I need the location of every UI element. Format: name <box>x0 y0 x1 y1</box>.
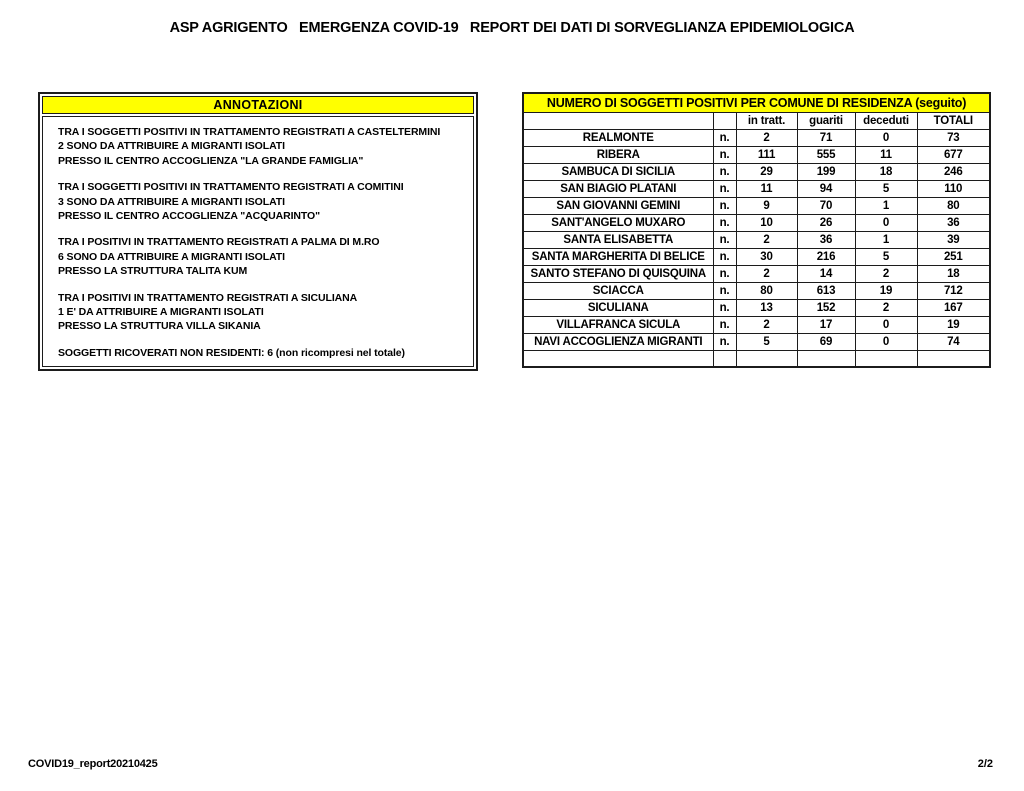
empty-cell <box>797 350 855 367</box>
comune-name-cell: NAVI ACCOGLIENZA MIGRANTI <box>523 333 713 350</box>
table-row <box>523 299 990 316</box>
in-tratt-cell: 5 <box>736 333 797 350</box>
column-header-comune-blank <box>523 112 713 129</box>
table-row <box>523 282 990 299</box>
table-row <box>523 146 990 163</box>
comune-name-cell: SAN GIOVANNI GEMINI <box>523 197 713 214</box>
totali-cell: 251 <box>917 248 990 265</box>
totali-cell: 677 <box>917 146 990 163</box>
guariti-cell: 199 <box>797 163 855 180</box>
empty-cell <box>713 350 736 367</box>
in-tratt-cell: 80 <box>736 282 797 299</box>
footer-filename: COVID19_report20210425 <box>28 758 158 770</box>
annotation-line: TRA I POSITIVI IN TRATTAMENTO REGISTRATI A SICULIANA <box>58 291 358 304</box>
deceduti-cell: 0 <box>855 129 917 146</box>
column-header-n-blank <box>713 112 736 129</box>
table-row <box>523 333 990 350</box>
annotation-line: 3 SONO DA ATTRIBUIRE A MIGRANTI ISOLATI <box>58 195 285 208</box>
comune-name-cell: RIBERA <box>523 146 713 163</box>
totali-cell: 80 <box>917 197 990 214</box>
unit-cell: n. <box>713 197 736 214</box>
guariti-cell: 555 <box>797 146 855 163</box>
unit-cell: n. <box>713 248 736 265</box>
comune-name-cell: SANTA MARGHERITA DI BELICE <box>523 248 713 265</box>
annotation-paragraph <box>58 291 467 334</box>
unit-cell: n. <box>713 146 736 163</box>
annotation-line: PRESSO LA STRUTTURA TALITA KUM <box>58 265 248 278</box>
in-tratt-cell: 2 <box>736 231 797 248</box>
annotations-body <box>42 116 474 367</box>
guariti-cell: 71 <box>797 129 855 146</box>
totali-cell: 712 <box>917 282 990 299</box>
unit-cell: n. <box>713 316 736 333</box>
comune-name-cell: SANTA ELISABETTA <box>523 231 713 248</box>
unit-cell: n. <box>713 163 736 180</box>
unit-cell: n. <box>713 299 736 316</box>
guariti-cell: 26 <box>797 214 855 231</box>
comune-name-cell: SAMBUCA DI SICILIA <box>523 163 713 180</box>
in-tratt-cell: 29 <box>736 163 797 180</box>
column-header-guariti: guariti <box>797 112 855 129</box>
unit-cell: n. <box>713 282 736 299</box>
in-tratt-cell: 11 <box>736 180 797 197</box>
column-header-deceduti: deceduti <box>855 112 917 129</box>
deceduti-cell: 1 <box>855 197 917 214</box>
table-row <box>523 316 990 333</box>
totali-cell: 110 <box>917 180 990 197</box>
deceduti-cell: 2 <box>855 265 917 282</box>
annotation-paragraph <box>58 125 467 168</box>
annotation-line: TRA I SOGGETTI POSITIVI IN TRATTAMENTO REGISTRATI A CASTELTERMINI <box>58 126 441 138</box>
footer-page-number: 2/2 <box>977 758 993 770</box>
deceduti-cell: 0 <box>855 316 917 333</box>
in-tratt-cell: 111 <box>736 146 797 163</box>
annotations-box <box>38 92 478 371</box>
comuni-table-section <box>522 92 991 368</box>
table-row <box>523 163 990 180</box>
empty-cell <box>917 350 990 367</box>
unit-cell: n. <box>713 129 736 146</box>
in-tratt-cell: 2 <box>736 129 797 146</box>
unit-cell: n. <box>713 180 736 197</box>
table-row <box>523 231 990 248</box>
unit-cell: n. <box>713 265 736 282</box>
guariti-cell: 613 <box>797 282 855 299</box>
guariti-cell: 69 <box>797 333 855 350</box>
deceduti-cell: 19 <box>855 282 917 299</box>
guariti-cell: 94 <box>797 180 855 197</box>
deceduti-cell: 1 <box>855 231 917 248</box>
in-tratt-cell: 10 <box>736 214 797 231</box>
guariti-cell: 36 <box>797 231 855 248</box>
comuni-table <box>522 92 991 368</box>
totali-cell: 18 <box>917 265 990 282</box>
totali-cell: 246 <box>917 163 990 180</box>
in-tratt-cell: 2 <box>736 265 797 282</box>
deceduti-cell: 2 <box>855 299 917 316</box>
annotation-line: 6 SONO DA ATTRIBUIRE A MIGRANTI ISOLATI <box>58 250 285 263</box>
comune-name-cell: SICULIANA <box>523 299 713 316</box>
deceduti-cell: 5 <box>855 248 917 265</box>
annotation-line: PRESSO IL CENTRO ACCOGLIENZA "ACQUARINTO" <box>58 210 320 223</box>
column-header-totali: TOTALI <box>917 112 990 129</box>
totali-cell: 36 <box>917 214 990 231</box>
annotation-line: PRESSO LA STRUTTURA VILLA SIKANIA <box>58 320 261 333</box>
annotation-paragraph <box>58 235 467 278</box>
guariti-cell: 14 <box>797 265 855 282</box>
in-tratt-cell: 13 <box>736 299 797 316</box>
table-row <box>523 197 990 214</box>
totali-cell: 74 <box>917 333 990 350</box>
empty-row <box>523 350 990 367</box>
in-tratt-cell: 9 <box>736 197 797 214</box>
empty-cell <box>523 350 713 367</box>
guariti-cell: 17 <box>797 316 855 333</box>
annotation-paragraph <box>58 346 467 360</box>
annotation-line: SOGGETTI RICOVERATI NON RESIDENTI: 6 (non ricompresi nel totale) <box>58 346 405 359</box>
annotation-paragraph <box>58 180 467 223</box>
annotation-line: 2 SONO DA ATTRIBUIRE A MIGRANTI ISOLATI <box>58 140 285 153</box>
deceduti-cell: 5 <box>855 180 917 197</box>
table-row <box>523 129 990 146</box>
comune-name-cell: REALMONTE <box>523 129 713 146</box>
empty-cell <box>855 350 917 367</box>
comune-name-cell: VILLAFRANCA SICULA <box>523 316 713 333</box>
table-row <box>523 248 990 265</box>
annotation-line: TRA I SOGGETTI POSITIVI IN TRATTAMENTO REGISTRATI A COMITINI <box>58 181 404 194</box>
deceduti-cell: 18 <box>855 163 917 180</box>
unit-cell: n. <box>713 333 736 350</box>
in-tratt-cell: 30 <box>736 248 797 265</box>
deceduti-cell: 0 <box>855 333 917 350</box>
guariti-cell: 216 <box>797 248 855 265</box>
annotations-header: ANNOTAZIONI <box>42 96 474 114</box>
totali-cell: 167 <box>917 299 990 316</box>
comune-name-cell: SANTO STEFANO DI QUISQUINA <box>523 265 713 282</box>
column-header-row <box>523 112 990 129</box>
table-row <box>523 180 990 197</box>
in-tratt-cell: 2 <box>736 316 797 333</box>
table-title: NUMERO DI SOGGETTI POSITIVI PER COMUNE DI RESIDENZA (seguito) <box>523 93 990 112</box>
totali-cell: 73 <box>917 129 990 146</box>
page-title: ASP AGRIGENTO EMERGENZA COVID-19 REPORT DEI DATI DI SORVEGLIANZA EPIDEMIOLOGICA <box>169 20 855 36</box>
comune-name-cell: SCIACCA <box>523 282 713 299</box>
table-row <box>523 265 990 282</box>
empty-cell <box>736 350 797 367</box>
deceduti-cell: 0 <box>855 214 917 231</box>
comune-name-cell: SAN BIAGIO PLATANI <box>523 180 713 197</box>
guariti-cell: 70 <box>797 197 855 214</box>
deceduti-cell: 11 <box>855 146 917 163</box>
unit-cell: n. <box>713 214 736 231</box>
table-row <box>523 214 990 231</box>
totali-cell: 39 <box>917 231 990 248</box>
guariti-cell: 152 <box>797 299 855 316</box>
column-header-in-tratt: in tratt. <box>736 112 797 129</box>
annotation-line: 1 E' DA ATTRIBUIRE A MIGRANTI ISOLATI <box>58 306 264 319</box>
annotation-line: TRA I POSITIVI IN TRATTAMENTO REGISTRATI A PALMA DI M.RO <box>58 236 380 249</box>
totali-cell: 19 <box>917 316 990 333</box>
table-title-row <box>523 93 990 112</box>
comune-name-cell: SANT'ANGELO MUXARO <box>523 214 713 231</box>
unit-cell: n. <box>713 231 736 248</box>
annotation-line: PRESSO IL CENTRO ACCOGLIENZA "LA GRANDE FAMIGLIA" <box>58 154 364 167</box>
